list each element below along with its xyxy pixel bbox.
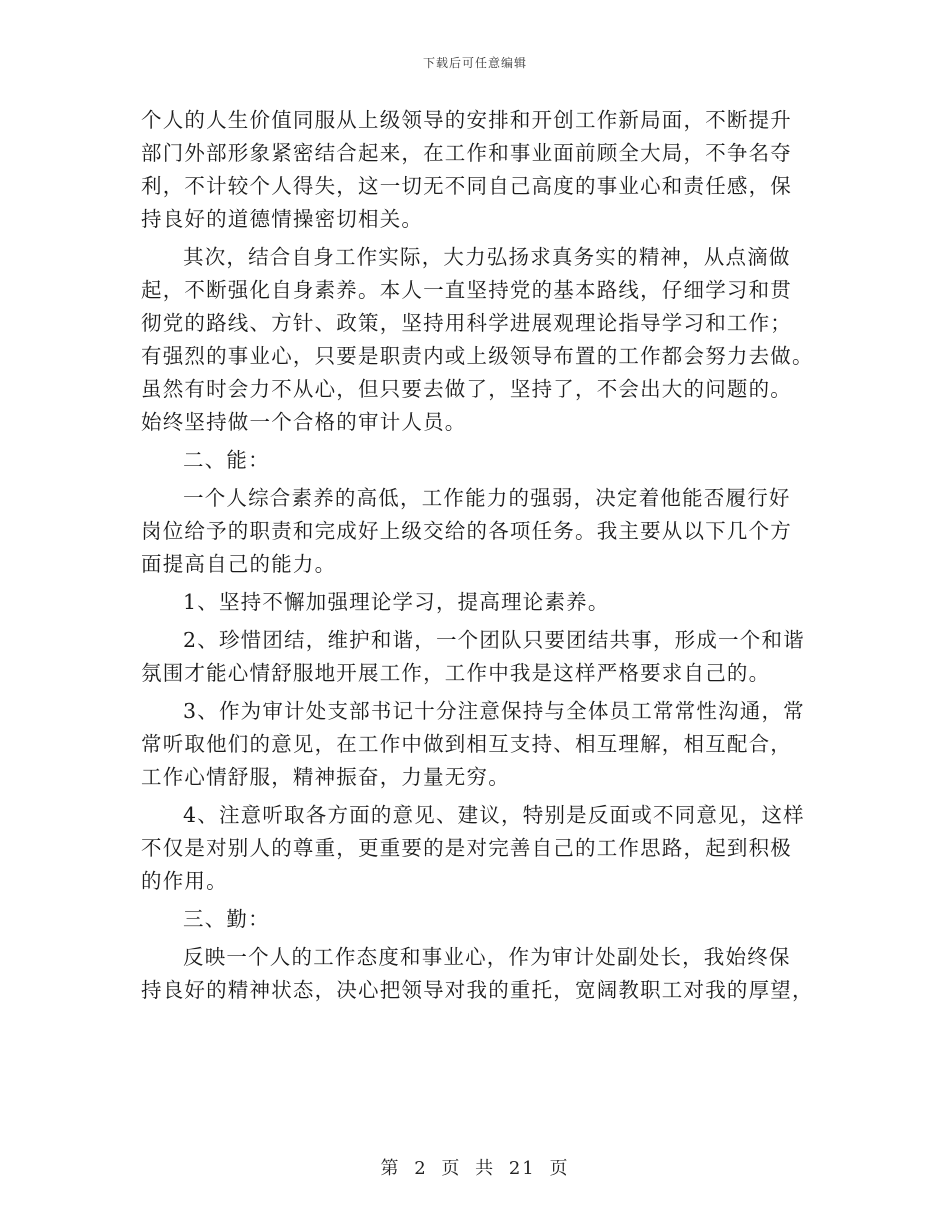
section-heading-qin [141, 903, 813, 936]
text-line: 部门外部形象紧密结合起来，在工作和事业面前顾全大局，不争名夺 [141, 141, 792, 165]
text-line: 岗位给予的职责和完成好上级交给的各项任务。我主要从以下几个方 [141, 519, 792, 543]
text-line: 2、珍惜团结，维护和谐，一个团队只要团结共事，形成一个和谐 [183, 628, 805, 652]
document-body [141, 104, 813, 1012]
text-line: 氛围才能心情舒服地开展工作，工作中我是这样严格要求自己的。 [141, 661, 771, 685]
text-line: 的作用。 [141, 869, 228, 893]
list-item-1 [141, 586, 813, 619]
paragraph-8 [141, 941, 813, 1007]
text-line: 个人的人生价值同服从上级领导的安排和开创工作新局面，不断提升 [141, 108, 792, 132]
text-line: 工作心情舒服，精神振奋，力量无穷。 [141, 765, 510, 789]
paragraph-1 [141, 104, 813, 236]
text-line: 虽然有时会力不从心，但只要去做了，坚持了，不会出大的问题的。 [141, 377, 792, 401]
text-line: 利，不计较个人得失，这一切无不同自己高度的事业心和责任感，保 [141, 174, 792, 198]
text-line: 持良好的道德情操密切相关。 [141, 207, 424, 231]
text-line: 不仅是对别人的尊重，更重要的是对完善自己的工作思路，起到积极 [141, 836, 792, 860]
text-line: 始终坚持做一个合格的审计人员。 [141, 410, 467, 434]
paragraph-2 [141, 241, 813, 439]
list-item-2 [141, 624, 813, 690]
text-line: 1、坚持不懈加强理论学习，提高理论素养。 [183, 590, 610, 614]
text-line: 面提高自己的能力。 [141, 552, 337, 576]
text-line: 二、能： [183, 448, 270, 472]
text-line: 持良好的精神状态，决心把领导对我的重托，宽阔教职工对我的厚望， [141, 978, 814, 1002]
text-line: 3、作为审计处支部书记十分注意保持与全体员工常常性沟通，常 [183, 699, 805, 723]
text-line: 一个人综合素养的高低，工作能力的强弱，决定着他能否履行好 [183, 486, 791, 510]
page-number-footer: 第 2 页 共 21 页 [380, 1158, 570, 1179]
list-item-4 [141, 799, 813, 898]
text-line: 彻党的路线、方针、政策，坚持用科学进展观理论指导学习和工作； [141, 311, 792, 335]
section-heading-neng [141, 444, 813, 477]
text-line: 反映一个人的工作态度和事业心，作为审计处副处长，我始终保 [183, 945, 791, 969]
text-line: 常听取他们的意见，在工作中做到相互支持、相互理解，相互配合， [141, 732, 792, 756]
text-line: 起，不断强化自身素养。本人一直坚持党的基本路线，仔细学习和贯 [141, 278, 792, 302]
text-line: 4、注意听取各方面的意见、建议，特别是反面或不同意见，这样 [183, 803, 805, 827]
page-header: 下载后可任意编辑 [422, 56, 527, 70]
text-line: 三、勤： [183, 907, 270, 931]
text-line: 有强烈的事业心，只要是职责内或上级领导布置的工作都会努力去做。 [141, 344, 814, 368]
list-item-3 [141, 695, 813, 794]
text-line: 其次，结合自身工作实际，大力弘扬求真务实的精神，从点滴做 [183, 245, 791, 269]
paragraph-3 [141, 482, 813, 581]
